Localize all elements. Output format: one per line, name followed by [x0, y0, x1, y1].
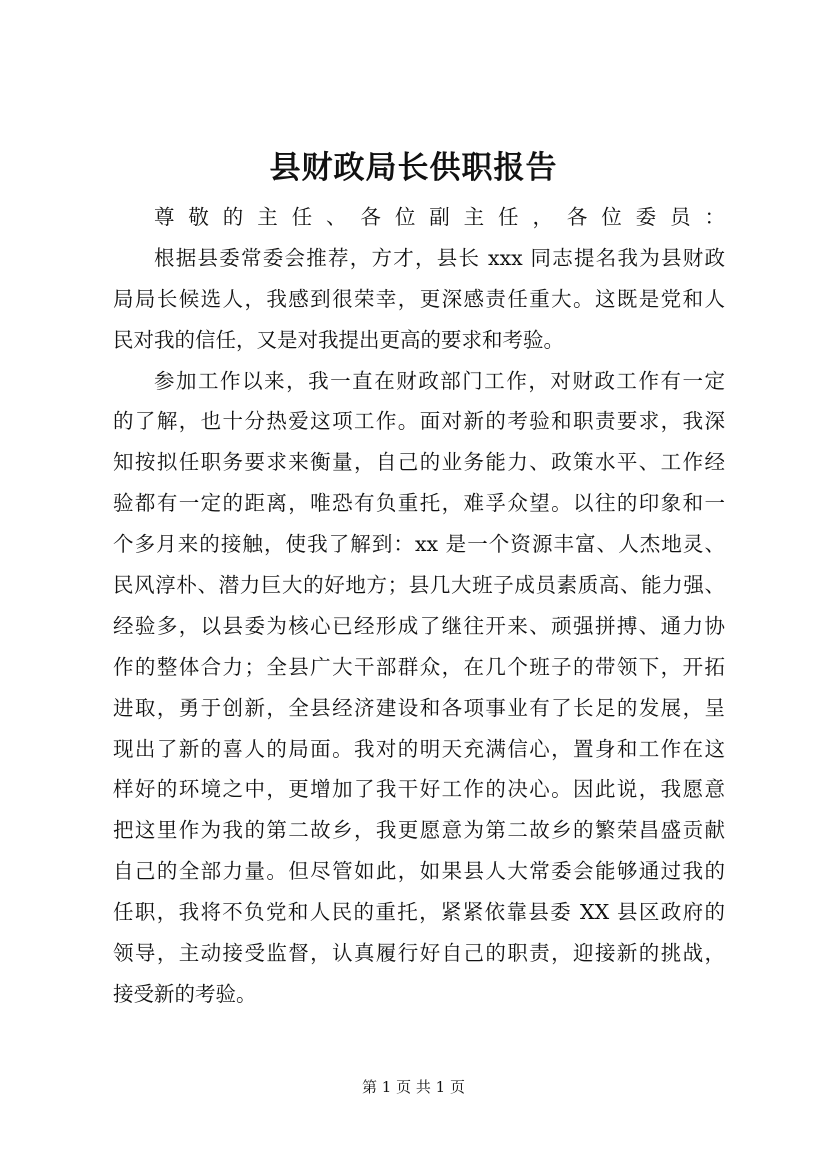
paragraph-line: 的了解，也十分热爱这项工作。面对新的考验和职责要求，我深: [113, 409, 725, 434]
salutation-line: 尊敬的主任、各位副主任，各位委员：: [154, 205, 725, 229]
paragraph-line: 作的整体合力；全县广大干部群众，在几个班子的带领下，开拓: [113, 654, 725, 679]
paragraph-line: 现出了新的喜人的局面。我对的明天充满信心，置身和工作在这: [113, 736, 725, 761]
paragraph-line: 自己的全部力量。但尽管如此，如果县人大常委会能够通过我的: [113, 859, 725, 884]
paragraph-line: 进取，勇于创新，全县经济建设和各项事业有了长足的发展，呈: [113, 695, 725, 720]
paragraph-line: 局局长候选人，我感到很荣幸，更深感责任重大。这既是党和人: [113, 286, 725, 311]
paragraph-line: 知按拟任职务要求来衡量，自己的业务能力、政策水平、工作经: [113, 450, 725, 475]
page-number-footer: 第 1 页 共 1 页: [362, 1078, 465, 1096]
paragraph-line: 参加工作以来，我一直在财政部门工作，对财政工作有一定: [154, 368, 725, 393]
paragraph-line: 根据县委常委会推荐，方才，县长 xxx 同志提名我为县财政: [154, 245, 725, 270]
paragraph-line: 个多月来的接触，使我了解到：xx 是一个资源丰富、人杰地灵、: [113, 532, 725, 557]
paragraph-line: 民风淳朴、潜力巨大的好地方；县几大班子成员素质高、能力强、: [113, 573, 725, 598]
paragraph-line: 经验多，以县委为核心已经形成了继往开来、顽强拼搏、通力协: [113, 613, 725, 638]
paragraph-line: 领导，主动接受监督，认真履行好自己的职责，迎接新的挑战，: [113, 941, 725, 966]
paragraph-line: 验都有一定的距离，唯恐有负重托，难孚众望。以往的印象和一: [113, 491, 725, 516]
document-body: [113, 197, 725, 1015]
paragraph-line: 任职，我将不负党和人民的重托，紧紧依靠县委 XX 县区政府的: [113, 900, 725, 925]
document-title: 县财政局长供职报告: [269, 150, 558, 186]
paragraph-line: 把这里作为我的第二故乡，我更愿意为第二故乡的繁荣昌盛贡献: [113, 818, 725, 843]
paragraph-line: 接受新的考验。: [113, 981, 257, 1006]
paragraph-line: 样好的环境之中，更增加了我干好工作的决心。因此说，我愿意: [113, 777, 725, 802]
paragraph-line: 民对我的信任，又是对我提出更高的要求和考验。: [113, 327, 564, 352]
